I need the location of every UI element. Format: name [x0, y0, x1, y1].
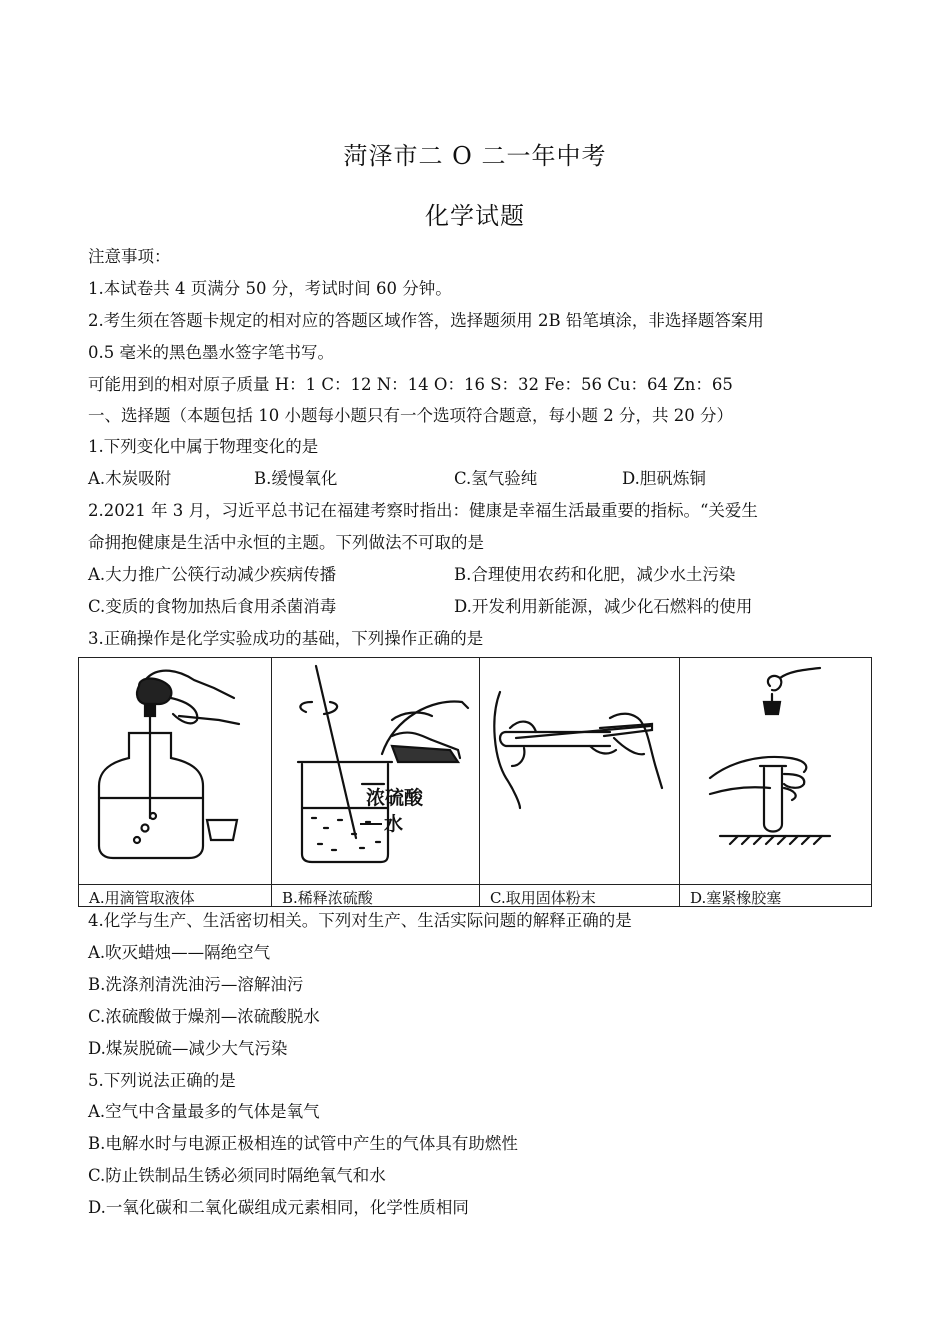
- q3-figure-table: [78, 657, 872, 907]
- q2-stem-line-1: 2.2021 年 3 月，习近平总书记在福建考察时指出：健康是幸福生活最重要的指标。“关爱生: [88, 501, 758, 520]
- figure-c-powder: [480, 658, 680, 906]
- q5-stem: 5.下列说法正确的是: [88, 1071, 236, 1090]
- q1-option-a: A.木炭吸附: [88, 469, 172, 488]
- q1-option-b: B.缓慢氧化: [254, 469, 338, 488]
- caption-d: D.塞紧橡胶塞: [690, 889, 782, 907]
- q1-stem: 1.下列变化中属于物理变化的是: [88, 437, 319, 456]
- label-water: 水: [384, 813, 404, 835]
- notes-item-1: 1.本试卷共 4 页满分 50 分，考试时间 60 分钟。: [88, 279, 452, 298]
- q4-option-c: C.浓硫酸做于燥剂—浓硫酸脱水: [88, 1007, 320, 1026]
- q5-option-c: C.防止铁制品生锈必须同时隔绝氧气和水: [88, 1166, 386, 1185]
- figure-a-dropper: [79, 658, 272, 906]
- notes-item-2-line-2: 0.5 毫米的黑色墨水签字笔书写。: [88, 343, 334, 362]
- q2-option-d: D.开发利用新能源，减少化石燃料的使用: [454, 597, 753, 616]
- q2-option-a: A.大力推广公筷行动减少疾病传播: [88, 565, 337, 584]
- caption-c: C.取用固体粉末: [490, 889, 596, 907]
- figure-d-stopper: [680, 658, 873, 906]
- q4-option-b: B.洗涤剂清洗油污—溶解油污: [88, 975, 304, 994]
- exam-subtitle: 化学试题: [425, 202, 525, 230]
- q5-option-a: A.空气中含量最多的气体是氧气: [88, 1102, 320, 1121]
- section-1-heading: 一、选择题（本题包括 10 小题每小题只有一个选项符合题意，每小题 2 分，共 20 分）: [88, 406, 733, 425]
- acid-dilution-illustration: [272, 658, 479, 884]
- q2-option-b: B.合理使用农药和化肥，减少水土污染: [454, 565, 736, 584]
- q1-option-d: D.胆矾炼铜: [622, 469, 706, 488]
- exam-title: 菏泽市二 O 二一年中考: [343, 142, 607, 170]
- q3-stem: 3.正确操作是化学实验成功的基础，下列操作正确的是: [88, 629, 484, 648]
- q4-option-d: D.煤炭脱硫—减少大气污染: [88, 1039, 288, 1058]
- q5-option-b: B.电解水时与电源正极相连的试管中产生的气体具有助燃性: [88, 1134, 518, 1153]
- caption-a: A.用滴管取液体: [89, 889, 195, 907]
- atomic-masses: 可能用到的相对原子质量 H：1 C：12 N：14 O：16 S：32 Fe：56 Cu：64 Zn：65: [88, 375, 733, 394]
- q4-stem: 4.化学与生产、生活密切相关。下列对生产、生活实际问题的解释正确的是: [88, 911, 632, 930]
- notes-item-2-line-1: 2.考生须在答题卡规定的相对应的答题区域作答，选择题须用 2B 铅笔填涂，非选择题答案用: [88, 311, 764, 330]
- q2-option-c: C.变质的食物加热后食用杀菌消毒: [88, 597, 337, 616]
- notes-heading: 注意事项：: [88, 247, 171, 266]
- figure-b-dilute-acid: [272, 658, 480, 906]
- dropper-bottle-illustration: [79, 658, 271, 884]
- q5-option-d: D.一氧化碳和二氧化碳组成元素相同，化学性质相同: [88, 1198, 469, 1217]
- label-concentrated-acid: 浓硫酸: [366, 787, 424, 809]
- powder-test-tube-illustration: [480, 658, 679, 884]
- q2-stem-line-2: 命拥抱健康是生活中永恒的主题。下列做法不可取的是: [88, 533, 484, 552]
- q4-option-a: A.吹灭蜡烛——隔绝空气: [88, 943, 271, 962]
- q1-option-c: C.氢气验纯: [454, 469, 538, 488]
- caption-b: B.稀释浓硫酸: [282, 889, 373, 907]
- stopper-test-tube-illustration: [680, 658, 872, 884]
